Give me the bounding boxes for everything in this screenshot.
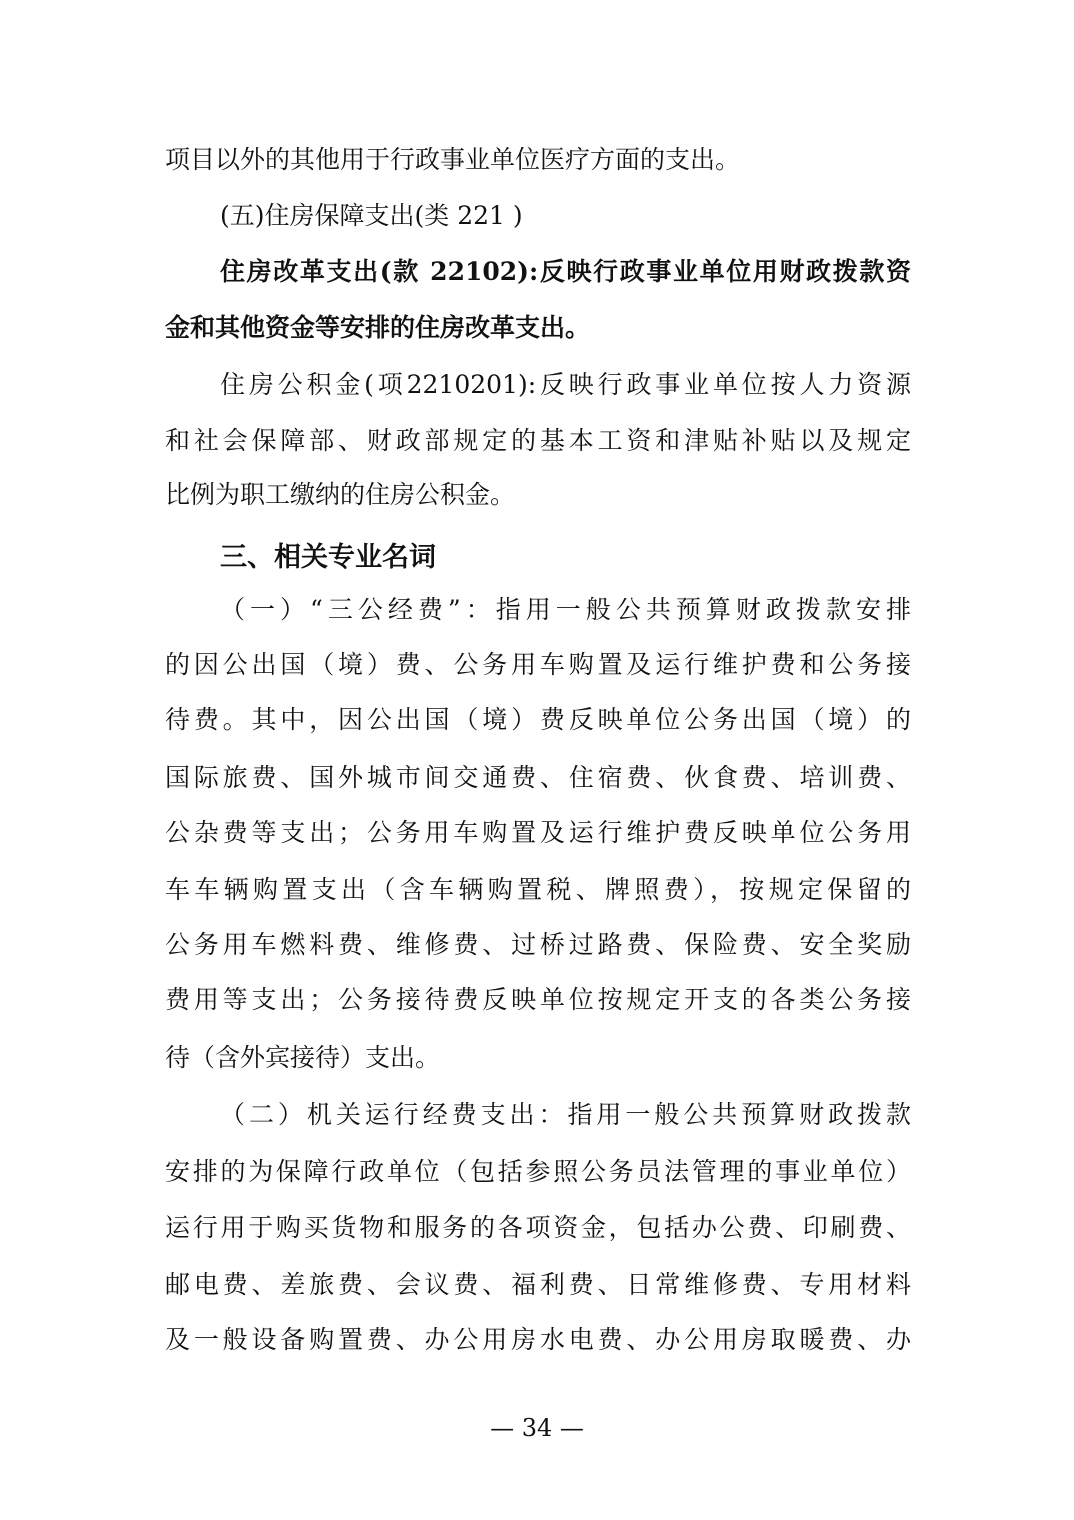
body-line: 待费。其中，因公出国（境）费反映单位公务出国（境）的 — [165, 705, 911, 734]
body-line: 及一般设备购置费、办公用房水电费、办公用房取暖费、办 — [165, 1325, 911, 1354]
body-line: 和社会保障部、财政部规定的基本工资和津贴补贴以及规定 — [165, 426, 911, 455]
body-line: 的因公出国（境）费、公务用车购置及运行维护费和公务接 — [165, 650, 911, 679]
body-line: 金和其他资金等安排的住房改革支出。 — [165, 313, 591, 342]
body-line: 车车辆购置支出（含车辆购置税、牌照费），按规定保留的 — [165, 875, 911, 904]
body-line: 公杂费等支出；公务用车购置及运行维护费反映单位公务用 — [165, 818, 911, 847]
body-line: 住房公积金(项2210201):反映行政事业单位按人力资源 — [220, 370, 911, 399]
section-heading: 三、相关专业名词 — [220, 542, 436, 573]
body-line: 待（含外宾接待）支出。 — [165, 1043, 441, 1072]
page-number: — 34 — — [490, 1414, 584, 1442]
body-line: 安排的为保障行政单位（包括参照公务员法管理的事业单位） — [165, 1157, 911, 1186]
body-line: 公务用车燃料费、维修费、过桥过路费、保险费、安全奖励 — [165, 930, 911, 959]
body-line: 费用等支出；公务接待费反映单位按规定开支的各类公务接 — [165, 985, 911, 1014]
body-line: 住房改革支出(款 22102):反映行政事业单位用财政拨款资 — [220, 257, 911, 286]
body-line: 邮电费、差旅费、会议费、福利费、日常维修费、专用材料 — [165, 1270, 911, 1299]
body-line: 项目以外的其他用于行政事业单位医疗方面的支出。 — [165, 145, 741, 174]
body-line: 运行用于购买货物和服务的各项资金，包括办公费、印刷费、 — [165, 1213, 911, 1242]
body-line: （一）“三公经费”：指用一般公共预算财政拨款安排 — [220, 595, 911, 624]
body-line: （二）机关运行经费支出：指用一般公共预算财政拨款 — [220, 1100, 911, 1129]
subheading: (五)住房保障支出(类 221 ) — [220, 201, 523, 230]
body-line: 比例为职工缴纳的住房公积金。 — [165, 480, 516, 509]
body-line: 国际旅费、国外城市间交通费、住宿费、伙食费、培训费、 — [165, 763, 911, 792]
